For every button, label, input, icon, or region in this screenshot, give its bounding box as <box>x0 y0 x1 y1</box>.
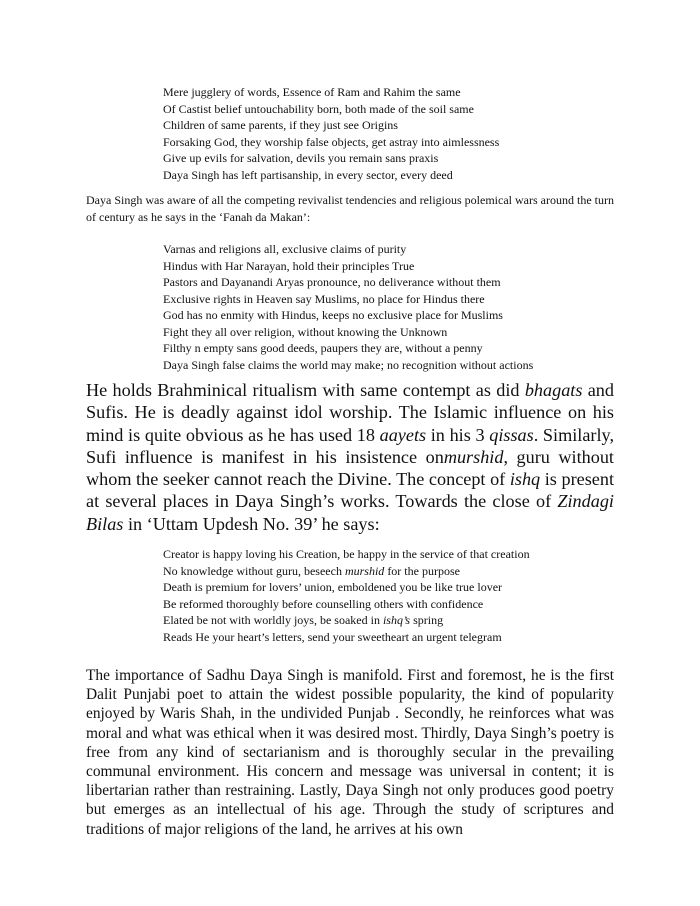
verse-line: Of Castist belief untouchability born, both made of the soil same <box>163 101 474 116</box>
verse-block-2 <box>163 241 533 373</box>
verse-line: No knowledge without guru, beseech murshid for the purpose <box>163 563 460 578</box>
paragraph-importance: The importance of Sadhu Daya Singh is manifold. First and foremost, he is the first Dalit Punjabi poet to attain the widest possible popularity, the kind of popularity enjoyed by Waris Shah, in the undivided Punjab . Secondly, he reinforces what was moral and what was ethical when it was desired most. Thirdly, Daya Singh’s poetry is free from any kind of sectarianism and is thoroughly secular in the prevailing communal environment. His concern and message was universal in content; it is libertarian rather than restraining. Lastly, Daya Singh not only produces good poetry but emerges as an intellectual of his age. Through the study of scriptures and traditions of major religions of the land, he arrives at his own <box>86 667 614 838</box>
verse-line: Give up evils for salvation, devils you remain sans praxis <box>163 151 439 165</box>
verse-line: Children of same parents, if they just see Origins <box>163 118 398 132</box>
verse-line: Mere jugglery of words, Essence of Ram and Rahim the same <box>163 85 461 99</box>
verse-line: Exclusive rights in Heaven say Muslims, no place for Hindus there <box>163 291 485 306</box>
verse-line: Filthy n empty sans good deeds, paupers they are, without a penny <box>163 341 483 355</box>
verse-line: Hindus with Har Narayan, hold their principles True <box>163 258 415 273</box>
verse-line: God has no enmity with Hindus, keeps no exclusive place for Muslims <box>163 308 503 322</box>
verse-line: Death is premium for lovers’ union, emboldened you be like true lover <box>163 580 503 594</box>
verse-block-1 <box>163 84 499 183</box>
paragraph-brahminical: He holds Brahminical ritualism with same contempt as did bhagats and Sufis. He is deadly against idol worship. The Islamic influence on his mind is quite obvious as he has used 18 aayets in his 3 qissas. Similarly, Sufi influence is manifest in his insistence onmurshid, guru without whom the seeker cannot reach the Divine. The concept of ishq is present at several places in Daya Singh’s works. Towards the close of Zindagi Bilas in ‘Uttam Updesh No. 39’ he says: <box>86 380 619 534</box>
verse-line: Reads He your heart’s letters, send your sweetheart an urgent telegram <box>163 629 502 644</box>
verse-line: Daya Singh has left partisanship, in every sector, every deed <box>163 167 453 182</box>
verse-block-3 <box>163 546 530 645</box>
verse-line: Creator is happy loving his Creation, be happy in the service of that creation <box>163 547 530 561</box>
verse-line: Varnas and religions all, exclusive claims of purity <box>163 242 407 256</box>
verse-line: Pastors and Dayanandi Aryas pronounce, no deliverance without them <box>163 275 501 289</box>
verse-line: Forsaking God, they worship false objects, get astray into aimlessness <box>163 134 500 149</box>
verse-line: Fight they all over religion, without knowing the Unknown <box>163 324 448 339</box>
verse-line: Be reformed thoroughly before counselling others with confidence <box>163 596 484 611</box>
verse-line: Daya Singh false claims the world may make; no recognition without actions <box>163 357 534 372</box>
verse-line: Elated be not with worldly joys, be soaked in ishq’s spring <box>163 613 444 627</box>
paragraph-fanah: Daya Singh was aware of all the competing revivalist tendencies and religious polemical wars around the turn of century as he says in the ‘Fanah da Makan’: <box>86 193 614 224</box>
